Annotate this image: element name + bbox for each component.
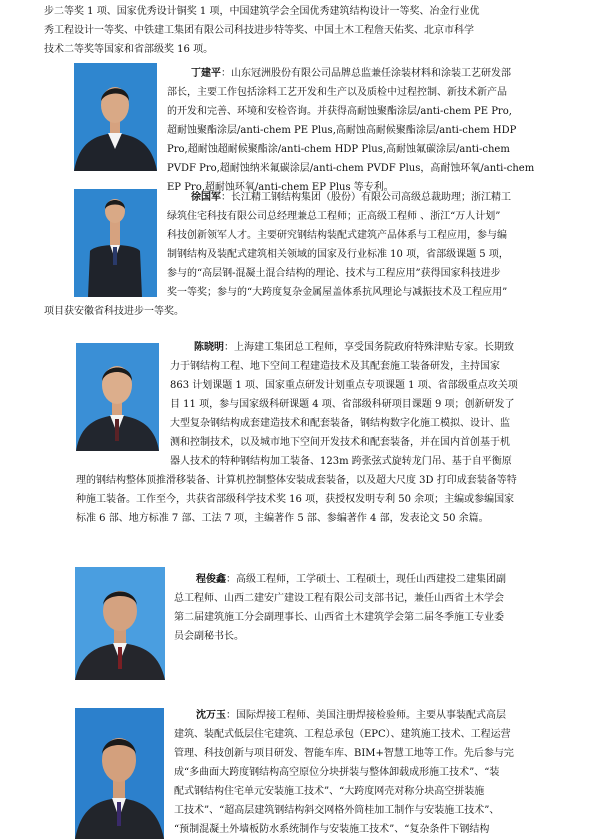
bio-cheng-junxin [0,570,600,646]
text-line: 成“多曲面大跨度钢结构高空原位分块拼装与整体卸载成形施工技术”、“装 [174,767,500,778]
text-line: 工技术”、“超高层建筑钢结构斜交网格外筒桂加工制作与安装施工技术”、 [174,805,500,816]
text-line: 大型复杂钢结构成套建造技术和配套装备，钢结构数字化施工模拟、设计、监 [170,418,510,429]
bio-xu-guojun [0,188,600,321]
text-line: 标准 6 部、地方标准 7 部、工法 7 项，主编著作 5 部、参编著作 4 部，发表论文 50 余篇。 [76,513,489,524]
bio-shen-wanyu [0,706,600,839]
bio-ding-jianping [0,64,600,197]
text-line: 制钢结构及装配式建筑相关领域的国家及行业标准 10 项，省部级课题 5 项， [167,249,509,260]
text-line: 建筑、装配式低层住宅建筑、工程总承包（EPC）、建筑施工技术、工程运营 [174,729,511,740]
text-line: 管理、科技创新与项目研发、智能车库、BIM+智慧工地等工作。先后参与完 [174,748,514,759]
text-line: 秀工程设计一等奖、中铁建工集团有限公司科技进步特等奖、中国土木工程詹天佑奖、北京市科学 [44,25,474,36]
text-line: PVDF Pro,超耐蚀纳米氟碳涂层/anti-chem PVDF Plus，高耐蚀环氧/anti-chem [167,163,535,174]
text-line: 项目获安徽省科技进步一等奖。 [44,306,184,317]
person-name: 陈晓明 [194,342,224,353]
text-line: 总工程师、山西二建安广建设工程有限公司支部书记，兼任山西省土木学会 [174,593,504,604]
text-line: 步二等奖 1 项、国家优秀设计铜奖 1 项，中国建筑学会全国优秀建筑结构设计一等奖、冶金行业优 [44,6,480,17]
text-line: 理的钢结构整体顶推滑移装备、计算机控制整体安装成套装备，以及超大尺度 3D 打印成套装备等特 [76,475,517,486]
text-line: 测和控制技术，以及城市地下空间开发技术和配套装备，并在国内首创基于机 [170,437,510,448]
text-line: 器人技术的特种钢结构加工装备、123m 跨张弦式旋转龙门吊、基于自平衡原 [170,456,512,467]
text-line: 科技创新领军人才。主要研究钢结构装配式建筑产品体系与工程应用，参与编 [167,230,507,241]
text-line: 徐国军：长江精工钢结构集团（股份）有限公司高级总裁助理；浙江精工 [191,192,511,203]
text-line: 力于钢结构工程、地下空间工程建造技术及其配套施工装备研发，主持国家 [170,361,500,372]
text-line: 超耐蚀聚酯涂层/anti-chem PE Plus,高耐蚀高耐候聚酯涂层/anti-chem HDP [167,125,517,136]
text-line: 绿筑住宅科技有限公司总经理兼总工程师；正高级工程师 、浙江“万人计划” [167,211,501,222]
person-name: 徐国军 [191,192,221,203]
text-line: 奖一等奖；参与的“大跨度复杂金属屋盖体系抗风理论与减振技术及工程应用” [167,287,508,298]
text-line: 技术二等奖等国家和省部级奖 16 项。 [44,44,214,55]
person-name: 程俊鑫 [196,574,226,585]
text-line: “预制混凝土外墙板防水系统制作与安装施工技术”、“复杂条件下钢结构 [174,824,490,835]
text-line: Pro,超耐蚀超耐候聚酯涂/anti-chem HDP Plus,高耐蚀氟碳涂层/anti-chem [167,144,510,155]
text-line: 种施工装备。工作至今，共获省部级科学技术奖 16 项，获授权发明专利 50 余项；主编或参编国家 [76,494,515,505]
text-line: 的开发和完善、环境和安检咨询。并获得高耐蚀聚酯涂层/anti-chem PE Pro, [167,106,512,117]
text-line: 员会副秘书长。 [174,631,244,642]
text-line: 沈万玉：国际焊接工程师、美国注册焊接检验师。主要从事装配式高层 [196,710,506,721]
text-line: EP Pro,超耐蚀环氧/anti-chem EP Plus 等专利。 [167,182,394,193]
text-line: 部长，主要工作包括涂料工艺开发和生产以及质检中过程控制、新技术新产品 [167,87,507,98]
bio-chen-xiaoming [0,338,600,528]
text-line: 第二届建筑施工分会副理事长、山西省土木建筑学会第二届冬季施工专业委 [174,612,504,623]
text-line: 参与的“高层钢-混凝土混合结构的理论、技术与工程应用”获得国家科技进步 [167,268,501,279]
text-line: 目 11 项，参与国家级科研课题 4 项、省部级科研项目课题 9 项；创新研发了 [170,399,515,410]
person-name: 丁建平 [191,68,221,79]
text-line: 丁建平：山东冠洲股份有限公司品牌总监兼任涂装材料和涂装工艺研发部 [191,68,511,79]
top-paragraph [0,2,600,59]
text-line: 程俊鑫：高级工程师，工学硕士、工程硕士，现任山西建投二建集团副 [196,574,506,585]
text-line: 配式钢结构住宅单元安装施工技术”、“大跨度网壳对称分块高空拼装施 [174,786,485,797]
text-line: 863 计划课题 1 项、国家重点研发计划重点专项课题 1 项、省部级重点攻关项 [170,380,518,391]
person-name: 沈万玉 [196,710,226,721]
text-line: 陈晓明：上海建工集团总工程师，享受国务院政府特殊津贴专家。长期致 [194,342,514,353]
